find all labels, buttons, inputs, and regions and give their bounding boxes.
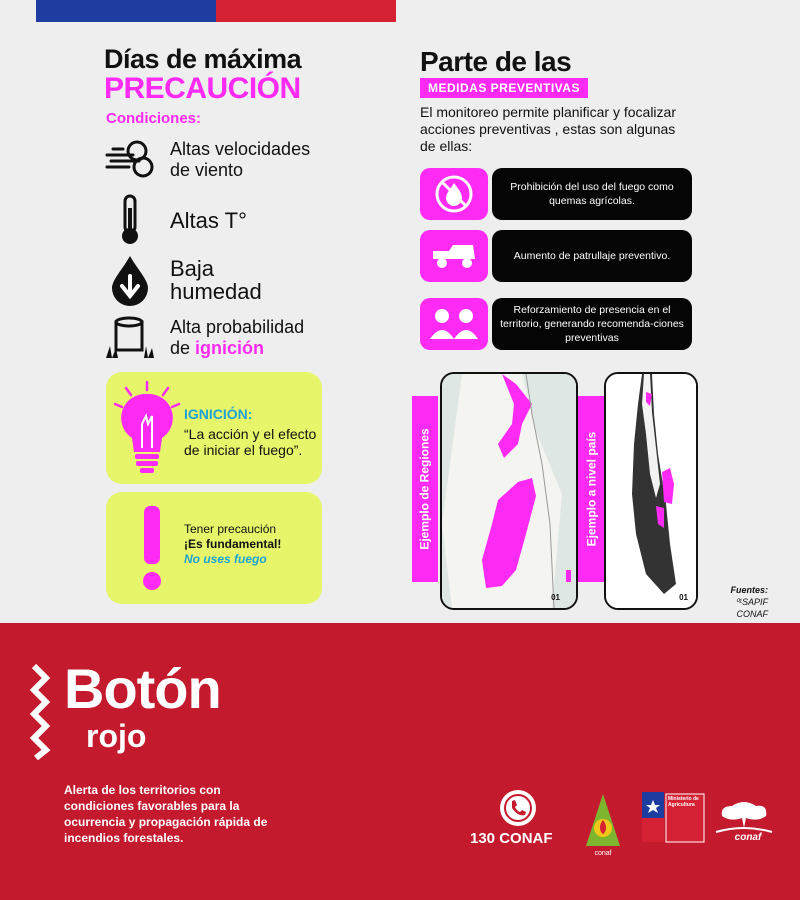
conditions-label: Condiciones: <box>106 110 202 127</box>
caution-emphasis: ¡Es fundamental! <box>184 537 282 551</box>
measures-subtitle: MEDIDAS PREVENTIVAS <box>420 78 588 98</box>
wind-icon <box>104 134 156 186</box>
condition-ignition-text <box>170 317 304 359</box>
zigzag-icon <box>28 664 52 765</box>
condition-line: Alta probabilidad <box>170 317 305 337</box>
caution-line: Tener precaución <box>184 522 277 536</box>
measure-text: Aumento de patrullaje preventivo. <box>492 230 692 282</box>
phone-number: 130 CONAF <box>470 830 553 847</box>
condition-line <box>170 338 304 359</box>
left-title-highlight: PRECAUCIÓN <box>104 72 301 105</box>
conaf-logo <box>712 798 776 847</box>
condition-humidity <box>104 254 262 306</box>
log-grass-icon <box>104 312 156 364</box>
condition-line: Altas velocidades <box>170 139 311 159</box>
map-country <box>604 372 698 610</box>
map-regions-number: 01 <box>551 593 560 602</box>
measure-icon-box <box>420 230 488 282</box>
measures-title: Parte de las <box>420 46 572 77</box>
sources-value: ⁰¹SAPIF CONAF <box>735 597 768 619</box>
map-regions <box>440 372 578 610</box>
drop-icon <box>104 254 156 306</box>
header-flag-bar <box>36 0 396 22</box>
condition-line: Baja <box>170 256 215 281</box>
condition-temperature <box>104 194 247 246</box>
caution-warning: No uses fuego <box>184 552 267 566</box>
sources <box>706 584 768 620</box>
conaf-fire-logo-text: conaf <box>594 850 612 857</box>
condition-ignition <box>104 312 304 364</box>
phone-icon <box>500 790 536 826</box>
flag-blue-stripe <box>36 0 216 22</box>
measure-icon-box <box>420 168 488 220</box>
map-country-number: 01 <box>679 593 688 602</box>
no-fire-icon <box>434 174 474 214</box>
condition-wind <box>104 134 310 186</box>
truck-icon <box>429 241 479 271</box>
condition-line: humedad <box>170 279 262 304</box>
ignition-definition: “La acción y el efecto de iniciar el fuego”. <box>184 426 317 458</box>
flag-red-stripe <box>216 0 396 22</box>
map-country-label-text: Ejemplo a nivel país <box>584 431 598 547</box>
measure-icon-box <box>420 298 488 350</box>
ministry-name: Ministerio de Agricultura <box>668 796 699 808</box>
conaf-logo-text: conaf <box>734 832 762 842</box>
left-title: Días de máxima <box>104 44 302 74</box>
map-regions-label-text: Ejemplo de Regiones <box>418 428 433 550</box>
condition-temperature-text: Altas T° <box>170 207 247 233</box>
footer-title: Botón <box>64 657 221 720</box>
conaf-fire-logo <box>586 794 620 863</box>
condition-wind-text <box>170 139 310 181</box>
caution-text <box>184 522 281 567</box>
footer-subtitle: rojo <box>86 718 147 754</box>
measure-text: Reforzamiento de presencia en el territorio, generando recomenda-ciones preventivas <box>492 298 692 350</box>
map-country-label <box>578 396 604 582</box>
thermometer-icon <box>104 194 156 246</box>
people-icon <box>428 307 480 341</box>
measures-intro: El monitoreo permite planificar y focalizar acciones preventivas , estas son algunas de ellas: <box>420 104 676 154</box>
condition-humidity-text <box>170 257 262 303</box>
condition-prefix: de <box>170 338 196 358</box>
bulb-icon <box>112 380 182 485</box>
condition-line: de viento <box>170 160 244 180</box>
map-regions-label <box>412 396 438 582</box>
ignition-highlight: ignición <box>195 338 265 358</box>
sources-label: Fuentes: <box>730 585 768 595</box>
ignition-title: IGNICIÓN: <box>184 406 253 422</box>
exclamation-icon <box>142 506 162 597</box>
measure-text: Prohibición del uso del fuego como quemas agrícolas. <box>492 168 692 220</box>
footer-description: Alerta de los territorios con condiciones favorables para la ocurrencia y propagación rápida de incendios forestales. <box>64 783 268 845</box>
